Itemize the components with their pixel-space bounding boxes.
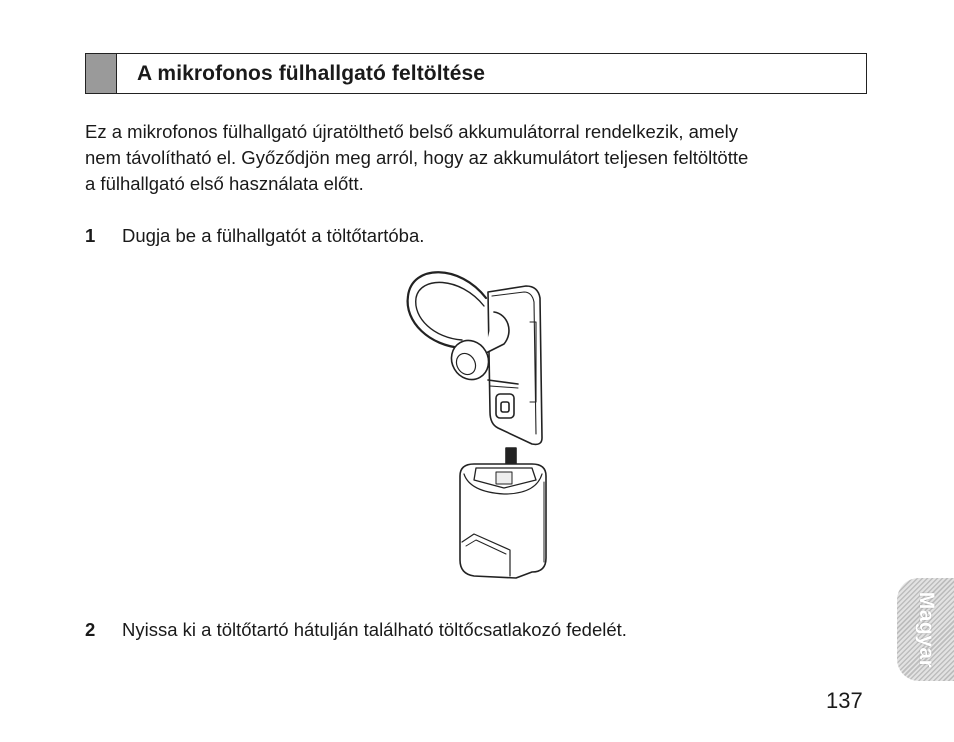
- step-number: 1: [85, 225, 96, 246]
- headset-icon: [444, 286, 542, 444]
- intro-paragraph: [85, 119, 875, 197]
- language-tab-label: Magyar: [914, 591, 938, 668]
- language-tab: [897, 578, 954, 681]
- intro-line: nem távolítható el. Győződjön meg arról, hogy az akkumulátort teljesen feltöltötte: [85, 147, 749, 168]
- page-title: A mikrofonos fülhallgató feltöltése: [137, 61, 486, 85]
- step-text: Nyissa ki a töltőtartó hátulján található töltőcsatlakozó fedelét.: [122, 619, 627, 640]
- step-number: 2: [85, 619, 96, 640]
- page-number: 137: [826, 688, 863, 713]
- intro-line: a fülhallgató első használata előtt.: [85, 173, 364, 194]
- intro-line: Ez a mikrofonos fülhallgató újratölthető belső akkumulátorral rendelkezik, amely: [85, 121, 738, 142]
- section-title-box: [85, 53, 867, 94]
- title-marker: [86, 54, 117, 93]
- ear-hook-icon: [408, 272, 486, 348]
- step-1: [85, 225, 424, 247]
- step-text: Dugja be a fülhallgatót a töltőtartóba.: [122, 225, 425, 246]
- step-2: [85, 619, 627, 641]
- headset-cradle-illustration: [400, 262, 560, 584]
- charging-cradle-icon: [460, 464, 546, 578]
